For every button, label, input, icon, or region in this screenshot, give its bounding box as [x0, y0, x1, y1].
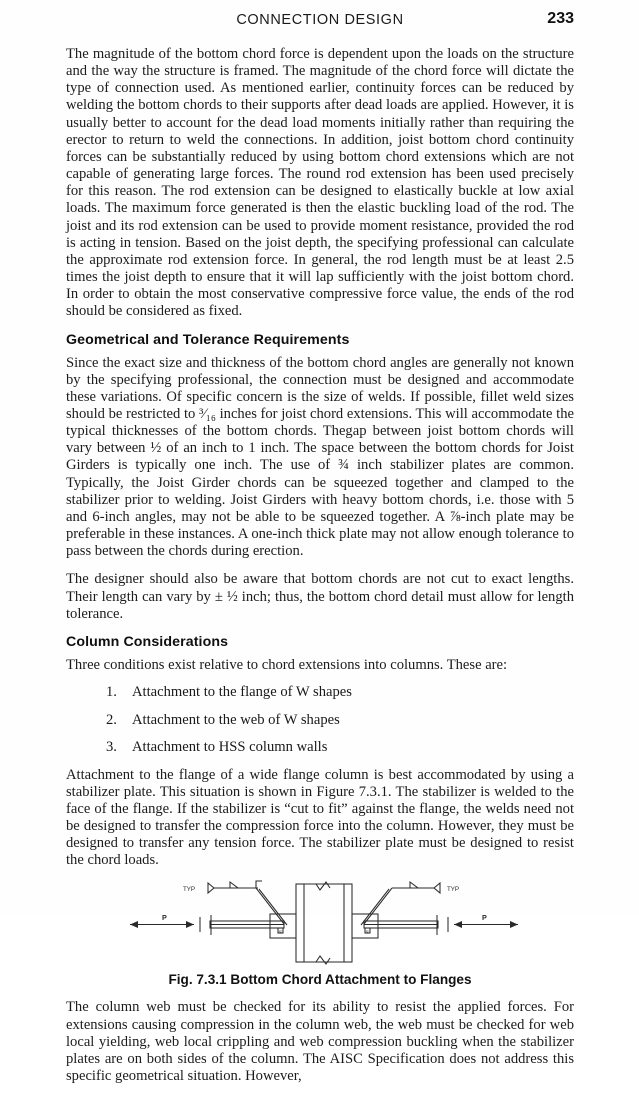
fillet-weld-triangle-left — [230, 882, 238, 888]
paragraph-column-web: The column web must be checked for its ability to resist the applied forces. For extensions causing compression in the column web, the web must be checked for web local yielding, web local crippling and web compression buckling when the stabilizer plates are on both sides of the column. The AISC Specification does not address this specific geometrical situation. However, — [66, 999, 574, 1085]
break-symbol-top — [316, 882, 330, 890]
list-item-label: Attachment to the flange of W shapes — [132, 684, 352, 700]
column-right-flange — [344, 884, 352, 962]
list-item-label: Attachment to the web of W shapes — [132, 711, 340, 728]
page-content — [66, 0, 574, 1096]
label-force-right: P — [482, 913, 487, 923]
paragraph-intro: The magnitude of the bottom chord force is dependent upon the loads on the structure and the way the structure is framed. The magnitude of the chord force will dictate the type of connection used. As mentioned earlier, continuity forces can be reduced by welding the bottom chords to their supports after dead loads are applied. However, it is usually better to account for the dead load moments initially rather than requiring the erector to return to weld the connections. In addition, joist bottom chord continuity forces can be substantially reduced by using bottom chord extensions which are not capable of generating large forces. The round rod extension has been used precisely for this reason. The rod extension can be designed to elastically buckle at low axial loads. The maximum force generated is then the elastic buckling load of the rod. The joist and its rod extension can be used to provide moment resistance, provided the rod is acting in tension. Based on the joist depth, the specifying professional can calculate the approximate rod extension force. In general, the rod length must be at least 2.5 times the joist depth to ensure that it will lap sufficiently with the joist bottom chord. In order to obtain the most conservative compressive force value, the ends of the rod should be considered as fixed. — [66, 46, 574, 320]
figure-caption: Fig. 7.3.1 Bottom Chord Attachment to Flanges — [168, 972, 472, 988]
weld-leader-right-b — [361, 889, 389, 925]
figure-drawing — [110, 880, 530, 966]
stabilizer-plate-left — [270, 914, 296, 938]
list-item-number: 3. — [106, 739, 117, 755]
label-dimension-left: e — [279, 929, 282, 935]
running-head-title: CONNECTION DESIGN — [236, 12, 404, 28]
paragraph-designer-tolerance: The designer should also be aware that bottom chords are not cut to exact lengths. Their length can vary by ± ½ inch; thus, the bottom chord detail must allow for length tolerance. — [66, 571, 574, 622]
page-number: 233 — [547, 10, 574, 27]
list-item-number: 1. — [106, 684, 117, 700]
list-item-label: Attachment to HSS column walls — [132, 739, 328, 755]
label-force-left: P — [162, 913, 167, 923]
weld-flag-left — [256, 881, 262, 888]
typ-tail-left — [208, 883, 214, 893]
paragraph-flange-attachment: Attachment to the flange of a wide flange column is best accommodated by using a stabilizer plate. This situation is shown in Figure 7.3.1. The stabilizer is welded to the face of the flange. If the stabilizer is “cut to fit” against the flange, the welds need not be designed to transfer the compression force into the column. However, they must be designed to transfer any tension force. The stabilizer plate must be designed to resist the chord loads. — [66, 766, 574, 869]
paragraph-geometrical: Since the exact size and thickness of the bottom chord angles are generally not known by the specifying professional, the connection must be designed and accommodate these variations. Of specific concern is the size of welds. If possible, fillet weld sizes should be restricted to ³⁄₁₆ inches for joist chord extensions. This will accommodate the typical thicknesses of the bottom chords. Thegap between joist bottom chords will vary between ½ of an inch to 1 inch. The space between the bottom chords for Joist Girders is typically one inch. The use of ¾ inch stabilizer plates are common. Typically, the Joist Girder chords can be squeezed together and clamped to the stabilizer prior to welding. Joist Girders with heavy bottom chords, i.e. those with 5 and 6-inch angles, may not be able to be squeezed together. A ⅞-inch plate may be preferable in these instances. A one-inch thick plate may not allow enough tolerance to pass between the chords during erection. — [66, 354, 574, 560]
weld-leader-left-b — [259, 889, 287, 925]
figure-7-3-1 — [66, 880, 574, 966]
list-item — [66, 739, 574, 756]
typ-tail-right — [434, 883, 440, 893]
heading-column-considerations: Column Considerations — [66, 633, 229, 650]
list-item-number: 2. — [106, 711, 117, 728]
column-left-flange — [296, 884, 304, 962]
heading-geometrical-tolerance: Geometrical and Tolerance Requirements — [66, 331, 350, 348]
label-typ-left: TYP — [182, 886, 195, 894]
paragraph-three-conditions: Three conditions exist relative to chord extensions into columns. These are: — [66, 656, 508, 673]
break-symbol-bottom — [316, 956, 330, 964]
list-item — [66, 712, 574, 729]
conditions-list — [66, 684, 574, 756]
running-head — [66, 12, 574, 46]
stabilizer-plate-right — [352, 914, 378, 938]
list-item — [66, 684, 574, 701]
label-dimension-right: e — [366, 929, 369, 935]
fillet-weld-triangle-right — [410, 882, 418, 888]
label-typ-right: TYP — [447, 886, 460, 894]
